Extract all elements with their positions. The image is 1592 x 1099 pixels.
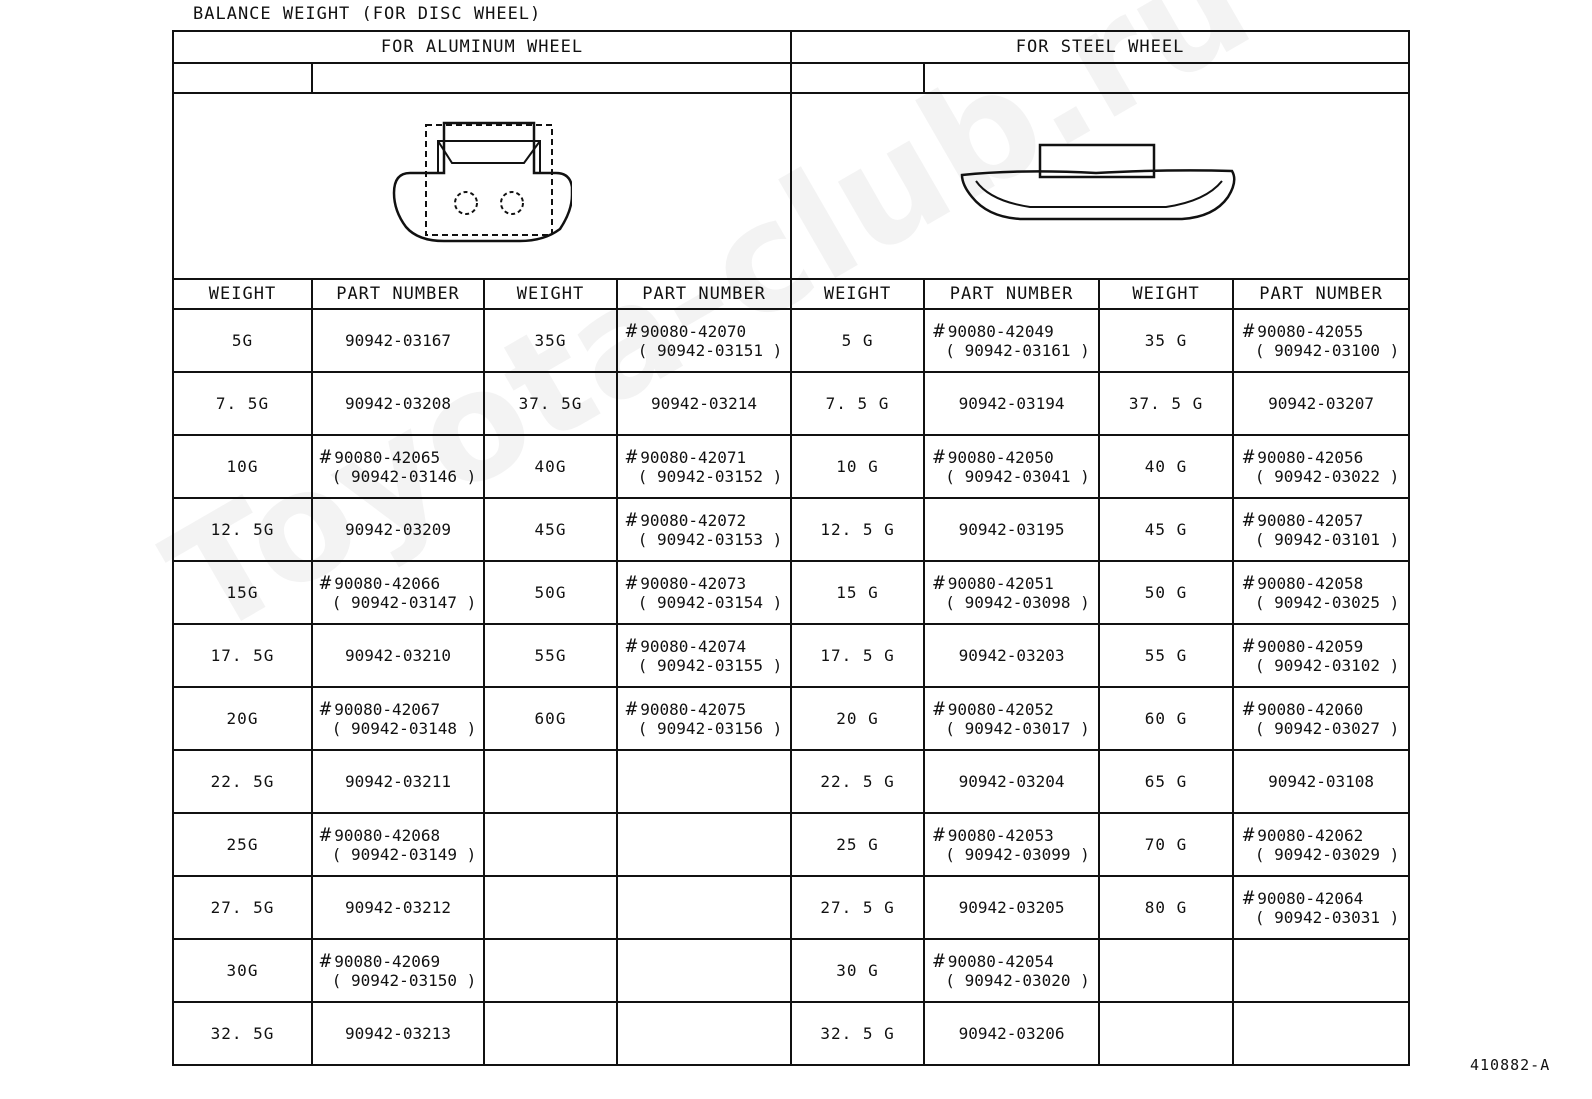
part-number-value: 90080-42050 (947, 447, 1054, 467)
document-title: BALANCE WEIGHT (FOR DISC WHEEL) (193, 4, 542, 24)
part-number-value: 90080-42074 (640, 636, 747, 656)
old-part-number: ( 90942-03100 ) (1254, 340, 1400, 360)
table-row (173, 624, 1409, 687)
part-number-value: 90080-42060 (1257, 699, 1364, 719)
part-number-value: 90080-42056 (1257, 447, 1364, 467)
part-number-cell (617, 750, 791, 813)
blank-cell (924, 63, 1409, 93)
part-number-cell (1233, 498, 1409, 561)
part-number-value: 90080-42051 (947, 573, 1054, 593)
weight-cell: 35 G (1099, 309, 1233, 372)
weight-cell (484, 1002, 617, 1065)
weight-cell: 60G (484, 687, 617, 750)
part-number-cell (312, 498, 484, 561)
part-number (959, 646, 1065, 665)
part-number (959, 898, 1065, 917)
part-number-cell (1233, 750, 1409, 813)
part-number (933, 571, 1090, 612)
weight-cell: 27. 5 G (791, 876, 924, 939)
part-number (319, 697, 477, 738)
part-number-value: 90080-42068 (334, 825, 441, 845)
part-number-value: 90080-42067 (334, 699, 441, 719)
part-number-cell (617, 435, 791, 498)
part-number-value: 90080-42059 (1257, 636, 1364, 656)
part-number (625, 445, 783, 486)
weight-cell: 12. 5 G (791, 498, 924, 561)
part-number-cell (1233, 939, 1409, 1002)
supersession-mark: # (933, 697, 945, 720)
part-number (625, 319, 783, 360)
supersession-mark: # (319, 445, 332, 468)
part-number-cell (1233, 561, 1409, 624)
part-number-value: 90942-03204 (958, 772, 1065, 791)
weight-cell: 7. 5 G (791, 372, 924, 435)
part-number-value: 90080-42053 (947, 825, 1054, 845)
supersession-mark: # (625, 445, 638, 468)
old-part-number: ( 90942-03156 ) (637, 718, 783, 738)
supersession-mark: # (319, 697, 332, 720)
supersession-mark: # (1242, 697, 1255, 720)
part-number (959, 394, 1065, 413)
table-row (173, 561, 1409, 624)
weight-cell (484, 750, 617, 813)
supersession-mark: # (1242, 445, 1255, 468)
part-number (345, 772, 451, 791)
col-header-part-number: PART NUMBER (924, 279, 1099, 309)
blank-cell (312, 63, 791, 93)
col-header-weight: WEIGHT (1099, 279, 1233, 309)
col-header-weight: WEIGHT (484, 279, 617, 309)
weight-cell: 70 G (1099, 813, 1233, 876)
weight-cell: 55G (484, 624, 617, 687)
table-row (173, 813, 1409, 876)
part-number-cell (924, 687, 1099, 750)
part-number-cell (312, 939, 484, 1002)
part-number-cell (617, 813, 791, 876)
part-number (959, 1024, 1065, 1043)
old-part-number: ( 90942-03148 ) (331, 718, 477, 738)
supersession-mark: # (1242, 571, 1255, 594)
part-number-value: 90080-42075 (640, 699, 747, 719)
part-number-cell (312, 687, 484, 750)
old-part-number: ( 90942-03152 ) (637, 466, 783, 486)
part-number (1268, 394, 1374, 413)
part-number (933, 445, 1090, 486)
supersession-mark: # (1242, 886, 1255, 909)
old-part-number: ( 90942-03153 ) (637, 529, 783, 549)
weight-cell: 22. 5 G (791, 750, 924, 813)
part-number (933, 823, 1090, 864)
part-number (1242, 571, 1400, 612)
part-number (933, 949, 1090, 990)
part-number (1242, 445, 1400, 486)
part-number-value: 90942-03108 (1268, 772, 1375, 791)
weight-cell: 65 G (1099, 750, 1233, 813)
weight-cell: 50 G (1099, 561, 1233, 624)
part-number-cell (1233, 435, 1409, 498)
part-number-cell (1233, 687, 1409, 750)
old-part-number: ( 90942-03029 ) (1254, 844, 1400, 864)
part-number-value: 90942-03214 (651, 394, 757, 413)
supersession-mark: # (625, 571, 638, 594)
part-number-cell (924, 939, 1099, 1002)
old-part-number: ( 90942-03147 ) (331, 592, 477, 612)
part-number (933, 319, 1090, 360)
part-number-value: 90080-42064 (1257, 888, 1364, 908)
part-number-cell (1233, 309, 1409, 372)
weight-cell: 30 G (791, 939, 924, 1002)
weight-cell: 50G (484, 561, 617, 624)
part-number-cell (312, 561, 484, 624)
part-number-cell (312, 372, 484, 435)
part-number (345, 1024, 451, 1043)
part-number (625, 697, 783, 738)
table-row (173, 876, 1409, 939)
part-number-cell (617, 372, 791, 435)
part-number-cell (617, 687, 791, 750)
table-row (173, 687, 1409, 750)
supersession-mark: # (1242, 508, 1255, 531)
part-number-cell (312, 750, 484, 813)
old-part-number: ( 90942-03031 ) (1254, 907, 1400, 927)
supersession-mark: # (1242, 823, 1255, 846)
part-number-value: 90080-42052 (947, 699, 1054, 719)
part-number-value: 90080-42069 (334, 951, 441, 971)
weight-cell: 27. 5G (173, 876, 312, 939)
supersession-mark: # (625, 634, 638, 657)
weight-cell: 60 G (1099, 687, 1233, 750)
old-part-number: ( 90942-03155 ) (637, 655, 783, 675)
weight-cell: 80 G (1099, 876, 1233, 939)
part-number-value: 90942-03195 (958, 520, 1065, 539)
part-number (1242, 886, 1400, 927)
weight-cell: 15G (173, 561, 312, 624)
supersession-mark: # (933, 949, 945, 972)
col-header-weight: WEIGHT (173, 279, 312, 309)
old-part-number: ( 90942-03099 ) (945, 844, 1090, 864)
part-number-cell (1233, 1002, 1409, 1065)
weight-cell: 5 G (791, 309, 924, 372)
part-number-value: 90080-42058 (1257, 573, 1364, 593)
supersession-mark: # (933, 319, 945, 342)
weight-cell: 40G (484, 435, 617, 498)
weight-cell: 17. 5G (173, 624, 312, 687)
old-part-number: ( 90942-03025 ) (1254, 592, 1400, 612)
table-row (173, 939, 1409, 1002)
weight-cell: 45 G (1099, 498, 1233, 561)
old-part-number: ( 90942-03151 ) (637, 340, 783, 360)
col-header-part-number: PART NUMBER (617, 279, 791, 309)
balance-weight-table (172, 30, 1410, 1066)
part-number-value: 90080-42054 (947, 951, 1054, 971)
part-number-value: 90942-03194 (958, 394, 1065, 413)
part-number-value: 90942-03207 (1268, 394, 1375, 413)
part-number-cell (312, 624, 484, 687)
part-number (1242, 508, 1400, 549)
weight-cell: 15 G (791, 561, 924, 624)
part-number-value: 90942-03205 (958, 898, 1065, 917)
part-number (1268, 772, 1374, 791)
part-number-cell (1233, 372, 1409, 435)
table-row (173, 372, 1409, 435)
part-number-cell (617, 876, 791, 939)
part-number-cell (924, 372, 1099, 435)
weight-cell: 22. 5G (173, 750, 312, 813)
part-number-value: 90942-03208 (345, 394, 451, 413)
steel-weight-illustration-cell (791, 93, 1409, 279)
supersession-mark: # (625, 697, 638, 720)
weight-cell: 25G (173, 813, 312, 876)
part-number (319, 445, 477, 486)
supersession-mark: # (625, 319, 638, 342)
part-number-cell (924, 750, 1099, 813)
part-number-cell (1233, 624, 1409, 687)
part-number-value: 90942-03203 (958, 646, 1065, 665)
part-number-value: 90080-42072 (640, 510, 747, 530)
weight-cell: 17. 5 G (791, 624, 924, 687)
part-number (345, 898, 451, 917)
part-number (1242, 319, 1400, 360)
part-number-value: 90942-03167 (345, 331, 451, 350)
weight-cell: 10 G (791, 435, 924, 498)
weight-cell: 55 G (1099, 624, 1233, 687)
part-number-value: 90942-03206 (958, 1024, 1065, 1043)
table-row (173, 1002, 1409, 1065)
old-part-number: ( 90942-03098 ) (945, 592, 1090, 612)
col-header-weight: WEIGHT (791, 279, 924, 309)
old-part-number: ( 90942-03020 ) (945, 970, 1090, 990)
part-number (345, 394, 451, 413)
old-part-number: ( 90942-03027 ) (1254, 718, 1400, 738)
part-number (1242, 634, 1400, 675)
old-part-number: ( 90942-03022 ) (1254, 466, 1400, 486)
aluminum-weight-illustration-cell (173, 93, 791, 279)
part-number-value: 90080-42062 (1257, 825, 1364, 845)
col-header-part-number: PART NUMBER (1233, 279, 1409, 309)
part-number-cell (924, 624, 1099, 687)
part-number-value: 90080-42073 (640, 573, 747, 593)
part-number (345, 646, 451, 665)
table-row (173, 309, 1409, 372)
part-number-value: 90942-03209 (345, 520, 451, 539)
part-number (1242, 823, 1400, 864)
part-number-cell (617, 498, 791, 561)
part-number (319, 823, 477, 864)
part-number-cell (924, 876, 1099, 939)
weight-cell: 35G (484, 309, 617, 372)
col-header-part-number: PART NUMBER (312, 279, 484, 309)
part-number-cell (924, 309, 1099, 372)
part-number-value: 90080-42065 (334, 447, 441, 467)
supersession-mark: # (319, 571, 332, 594)
part-number-value: 90080-42057 (1257, 510, 1364, 530)
part-number (625, 634, 783, 675)
section-header-aluminum: FOR ALUMINUM WHEEL (173, 31, 791, 63)
part-number (625, 508, 783, 549)
table-row (173, 750, 1409, 813)
supersession-mark: # (1242, 319, 1255, 342)
table-row (173, 498, 1409, 561)
part-number-cell (617, 309, 791, 372)
old-part-number: ( 90942-03017 ) (945, 718, 1090, 738)
part-number (319, 571, 477, 612)
part-number-value: 90080-42055 (1257, 321, 1364, 341)
part-number (959, 772, 1065, 791)
part-number-cell (617, 1002, 791, 1065)
part-number-cell (924, 813, 1099, 876)
part-number-value: 90942-03211 (345, 772, 451, 791)
part-number-cell (1233, 876, 1409, 939)
supersession-mark: # (933, 823, 945, 846)
part-number-value: 90080-42071 (640, 447, 747, 467)
supersession-mark: # (933, 445, 945, 468)
part-number (933, 697, 1090, 738)
steel-clip-weight-drawing (960, 141, 1240, 231)
part-number-value: 90942-03210 (345, 646, 451, 665)
weight-cell (1099, 1002, 1233, 1065)
table-row (173, 435, 1409, 498)
weight-cell: 20G (173, 687, 312, 750)
part-number (625, 571, 783, 612)
part-number (959, 520, 1065, 539)
part-number-cell (312, 435, 484, 498)
supersession-mark: # (319, 823, 332, 846)
weight-cell: 25 G (791, 813, 924, 876)
part-number-cell (312, 876, 484, 939)
old-part-number: ( 90942-03149 ) (331, 844, 477, 864)
weight-cell: 37. 5G (484, 372, 617, 435)
part-number-cell (924, 561, 1099, 624)
part-number-cell (312, 309, 484, 372)
weight-cell: 10G (173, 435, 312, 498)
part-number-cell (312, 813, 484, 876)
part-number-cell (924, 435, 1099, 498)
weight-cell: 30G (173, 939, 312, 1002)
part-number-cell (617, 624, 791, 687)
old-part-number: ( 90942-03102 ) (1254, 655, 1400, 675)
old-part-number: ( 90942-03101 ) (1254, 529, 1400, 549)
part-number-value: 90080-42066 (334, 573, 441, 593)
old-part-number: ( 90942-03041 ) (945, 466, 1090, 486)
part-number-cell (924, 1002, 1099, 1065)
old-part-number: ( 90942-03146 ) (331, 466, 477, 486)
part-number (651, 394, 757, 413)
weight-cell (484, 876, 617, 939)
weight-cell: 12. 5G (173, 498, 312, 561)
weight-cell: 7. 5G (173, 372, 312, 435)
old-part-number: ( 90942-03154 ) (637, 592, 783, 612)
drawing-code: 410882-A (1470, 1056, 1551, 1074)
weight-cell: 37. 5 G (1099, 372, 1233, 435)
blank-cell (173, 63, 312, 93)
part-number-cell (1233, 813, 1409, 876)
weight-cell (484, 813, 617, 876)
supersession-mark: # (1242, 634, 1255, 657)
section-header-steel: FOR STEEL WHEEL (791, 31, 1409, 63)
part-number-value: 90942-03212 (345, 898, 451, 917)
part-number (345, 520, 451, 539)
part-number-cell (924, 498, 1099, 561)
weight-cell: 40 G (1099, 435, 1233, 498)
part-number-value: 90080-42070 (640, 321, 747, 341)
weight-cell (484, 939, 617, 1002)
weight-cell (1099, 939, 1233, 1002)
part-number (319, 949, 477, 990)
blank-cell (791, 63, 924, 93)
part-number (1242, 697, 1400, 738)
weight-cell: 32. 5G (173, 1002, 312, 1065)
part-number-cell (312, 1002, 484, 1065)
supersession-mark: # (933, 571, 945, 594)
supersession-mark: # (319, 949, 332, 972)
weight-cell: 20 G (791, 687, 924, 750)
old-part-number: ( 90942-03161 ) (945, 340, 1090, 360)
supersession-mark: # (625, 508, 638, 531)
part-number-cell (617, 561, 791, 624)
part-number-cell (617, 939, 791, 1002)
weight-cell: 32. 5 G (791, 1002, 924, 1065)
old-part-number: ( 90942-03150 ) (331, 970, 477, 990)
part-number (345, 331, 451, 350)
part-number-value: 90080-42049 (947, 321, 1054, 341)
part-number-value: 90942-03213 (345, 1024, 451, 1043)
aluminum-clip-weight-drawing (392, 121, 572, 251)
weight-cell: 5G (173, 309, 312, 372)
weight-cell: 45G (484, 498, 617, 561)
